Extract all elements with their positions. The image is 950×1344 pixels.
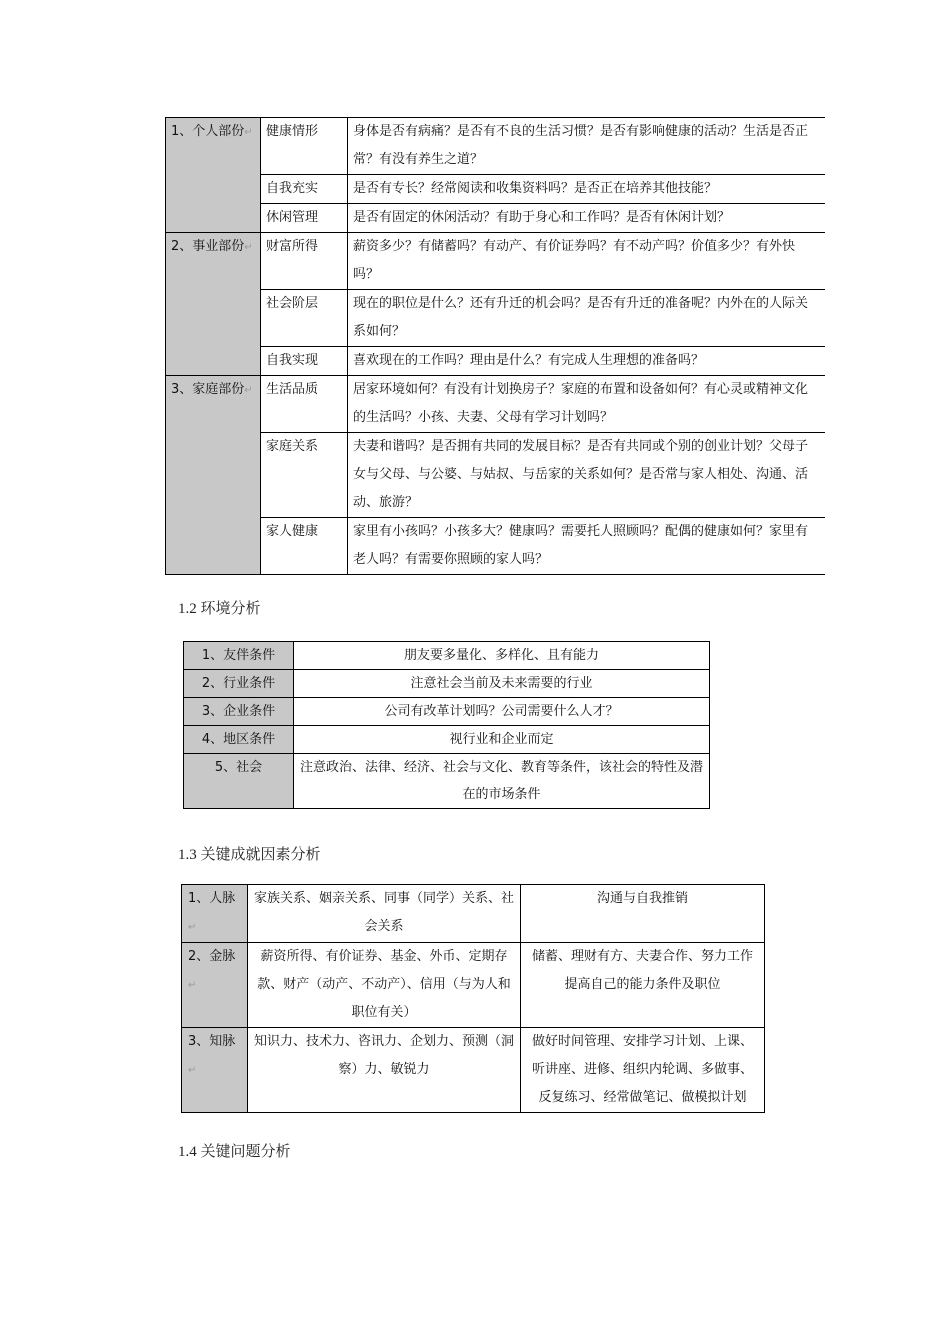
condition-value: 公司有改革计划吗？公司需要什么人才？ xyxy=(294,698,710,726)
item-description: 是否有专长？经常阅读和收集资料吗？是否正在培养其他技能？ xyxy=(348,175,826,204)
item-description: 家里有小孩吗？小孩多大？健康吗？需要托人照顾吗？配偶的健康如何？家里有老人吗？有需要你照顾的家人吗？ xyxy=(348,518,826,575)
item-label: 生活品质 xyxy=(261,376,348,433)
factor-label: 2、金脉↵ xyxy=(182,943,248,1028)
table-row xyxy=(184,670,710,698)
condition-label: 5、社会 xyxy=(184,754,294,809)
section-heading: 1.3 关键成就因素分析 xyxy=(178,847,321,863)
factor-label: 1、人脉↵ xyxy=(182,885,248,943)
key-success-factors-table xyxy=(181,884,765,1113)
table-row xyxy=(184,642,710,670)
section-label: 1、个人部份↵ xyxy=(166,118,261,233)
item-label: 健康情形 xyxy=(261,118,348,175)
item-description: 居家环境如何？有没有计划换房子？家庭的布置和设备如何？有心灵或精神文化的生活吗？小孩、夫妻、父母有学习计划吗？ xyxy=(348,376,826,433)
factor-label: 3、知脉↵ xyxy=(182,1028,248,1113)
item-description: 是否有固定的休闲活动？有助于身心和工作吗？是否有休闲计划？ xyxy=(348,204,826,233)
section-heading: 1.2 环境分析 xyxy=(178,601,261,617)
item-label: 休闲管理 xyxy=(261,204,348,233)
item-description: 现在的职位是什么？还有升迁的机会吗？是否有升迁的准备呢？内外在的人际关系如何？ xyxy=(348,290,826,347)
table-row xyxy=(166,433,826,518)
item-label: 自我充实 xyxy=(261,175,348,204)
factor-resources: 薪资所得、有价证券、基金、外币、定期存款、财产（动产、不动产）、信用（与为人和职位有关） xyxy=(248,943,521,1028)
condition-label: 4、地区条件 xyxy=(184,726,294,754)
table-row xyxy=(166,290,826,347)
condition-value: 视行业和企业而定 xyxy=(294,726,710,754)
condition-value: 朋友要多量化、多样化、且有能力 xyxy=(294,642,710,670)
item-label: 自我实现 xyxy=(261,347,348,376)
table-row xyxy=(184,726,710,754)
item-label: 家人健康 xyxy=(261,518,348,575)
condition-value: 注意政治、法律、经济、社会与文化、教育等条件，该社会的特性及潜在的市场条件 xyxy=(294,754,710,809)
table-row xyxy=(166,233,826,290)
table-row xyxy=(166,376,826,433)
item-label: 社会阶层 xyxy=(261,290,348,347)
item-label: 家庭关系 xyxy=(261,433,348,518)
item-description: 薪资多少？有储蓄吗？有动产、有价证券吗？有不动产吗？价值多少？有外快吗？ xyxy=(348,233,826,290)
condition-value: 注意社会当前及未来需要的行业 xyxy=(294,670,710,698)
section-heading: 1.4 关键问题分析 xyxy=(178,1144,291,1160)
condition-label: 2、行业条件 xyxy=(184,670,294,698)
factor-resources: 家族关系、姻亲关系、同事（同学）关系、社会关系 xyxy=(248,885,521,943)
table-row xyxy=(166,118,826,175)
table-row xyxy=(166,347,826,376)
factor-actions: 储蓄、理财有方、夫妻合作、努力工作提高自己的能力条件及职位 xyxy=(521,943,765,1028)
table-row xyxy=(166,518,826,575)
table-row xyxy=(182,943,765,1028)
table-row xyxy=(182,1028,765,1113)
item-label: 财富所得 xyxy=(261,233,348,290)
table-row xyxy=(182,885,765,943)
table-row xyxy=(166,204,826,233)
table-row xyxy=(184,698,710,726)
factor-resources: 知识力、技术力、咨讯力、企划力、预测（洞察）力、敏锐力 xyxy=(248,1028,521,1113)
item-description: 身体是否有病痛？是否有不良的生活习惯？是否有影响健康的活动？生活是否正常？有没有养生之道？ xyxy=(348,118,826,175)
environment-analysis-table xyxy=(183,641,710,809)
personal-analysis-table xyxy=(165,117,825,575)
section-label: 3、家庭部份↵ xyxy=(166,376,261,575)
condition-label: 1、友伴条件 xyxy=(184,642,294,670)
factor-actions: 做好时间管理、安排学习计划、上课、听讲座、进修、组织内轮调、多做事、反复练习、经常做笔记、做模拟计划 xyxy=(521,1028,765,1113)
factor-actions: 沟通与自我推销 xyxy=(521,885,765,943)
table-row xyxy=(166,175,826,204)
condition-label: 3、企业条件 xyxy=(184,698,294,726)
item-description: 夫妻和谐吗？是否拥有共同的发展目标？是否有共同或个别的创业计划？父母子女与父母、与公婆、与姑叔、与岳家的关系如何？是否常与家人相处、沟通、活动、旅游？ xyxy=(348,433,826,518)
item-description: 喜欢现在的工作吗？理由是什么？有完成人生理想的准备吗？ xyxy=(348,347,826,376)
section-label: 2、事业部份↵ xyxy=(166,233,261,376)
table-row xyxy=(184,754,710,809)
